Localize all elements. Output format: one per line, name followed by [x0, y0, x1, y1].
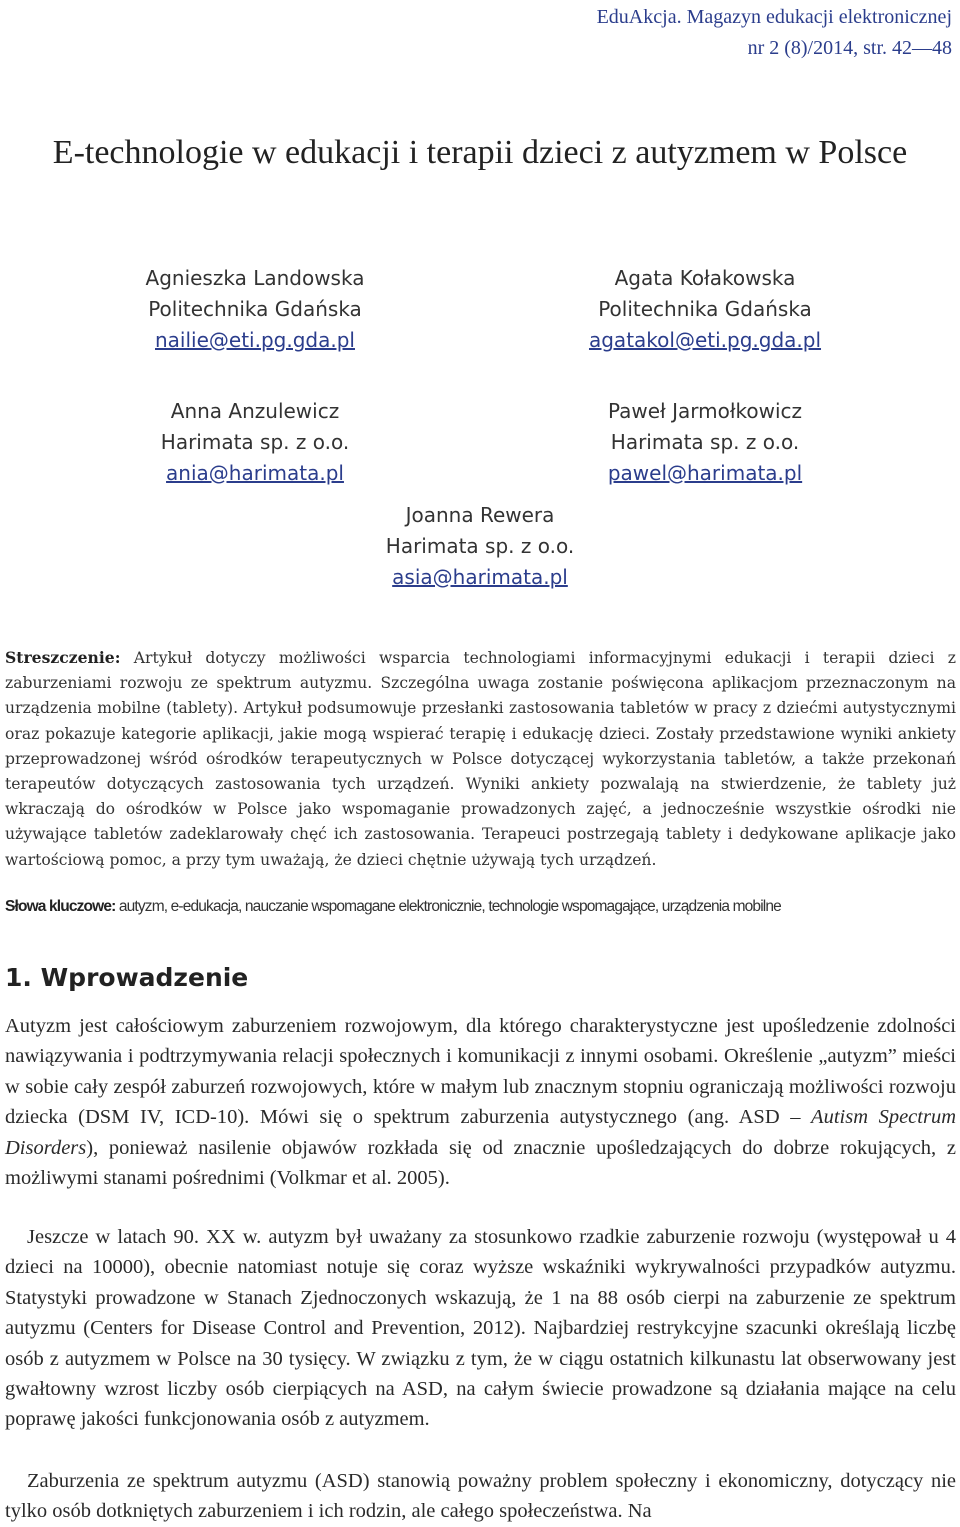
abstract-text: Artykuł dotyczy możliwości wsparcia technologiami informacyjnymi edukacji i terapii dzieci z zaburzeniami rozwoju ze spektrum autyzmu. Szczególna uwaga zostanie poświęcona aplikacjom przeznaczonym na urządzenia mobilne (tablety). Artykuł podsumowuje przesłanki zastosowania tabletów w pracy z dziećmi autystycznymi oraz pokazuje kategorie aplikacji, jakie mogą wspierać terapię i edukację dzieci. Zostały przedstawione wyniki ankiety przeprowadzonej wśród ośrodków terapeutycznych w Polsce dotyczącej wykorzystania tabletów, a także przekonań terapeutów dotyczących zastosowania tych urządzeń. Wyniki ankiety pozwalają na stwierdzenie, że tablety już wkraczają do ośrodków w Polsce jako wspomaganie prowadzonych zajęć, a jednocześnie wszystkie ośrodki nie używające tabletów zadeklarowały chęć ich zastosowania. Terapeuci postrzegają tablety i dedykowane aplikacje jako wartościową pomoc, a przy tym uważają, że dzieci chętnie używają tych urządzeń. [5, 649, 956, 869]
author-name: Agata Kołakowska [614, 266, 796, 290]
keywords [5, 898, 960, 916]
author-email-link[interactable]: agatakol@eti.pg.gda.pl [588, 328, 822, 352]
author-name: Agnieszka Landowska [145, 266, 365, 290]
journal-issue: nr 2 (8)/2014, str. 42—48 [747, 37, 952, 59]
abstract [5, 645, 956, 873]
author-email-link[interactable]: pawel@harimata.pl [607, 461, 803, 485]
author-block [485, 263, 925, 356]
author-name: Joanna Rewera [405, 503, 555, 527]
abstract-label: Streszczenie: [5, 648, 121, 667]
author-block [485, 396, 925, 489]
paragraph-text: ), ponieważ nasilenie objawów rozkłada się od znacznie upośledzających do dobrze rokujących, z możliwymi stanami pośrednimi (Volkmar et al. 2005). [5, 1136, 956, 1190]
author-name: Anna Anzulewicz [170, 399, 340, 423]
journal-header [597, 2, 952, 64]
author-affiliation: Politechnika Gdańska [148, 297, 362, 321]
author-block [35, 396, 475, 489]
author-block [35, 263, 475, 356]
author-affiliation: Harimata sp. z o.o. [610, 430, 800, 454]
paragraph [5, 1466, 956, 1527]
author-affiliation: Harimata sp. z o.o. [160, 430, 350, 454]
article-title: E-technologie w edukacji i terapii dzieci z autyzmem w Polsce [52, 134, 908, 171]
author-affiliation: Harimata sp. z o.o. [385, 534, 575, 558]
paragraph-italic-term: Autism Spectrum Disorders [5, 1106, 956, 1159]
paragraph [5, 1222, 956, 1435]
author-affiliation: Politechnika Gdańska [598, 297, 812, 321]
section-heading: 1. Wprowadzenie [5, 963, 249, 992]
author-email-link[interactable]: asia@harimata.pl [392, 565, 568, 589]
paragraph-text: Autyzm jest całościowym zaburzeniem rozwojowym, dla którego charakterystyczne jest upośledzenie zdolności nawiązywania i podtrzymywania relacji społecznych i komunikacji z innymi osobami. Określenie „autyzm” mieści w sobie cały zespół zaburzeń rozwojowych, które w małym lub znacznym stopniu ograniczają możliwości rozwoju dziecka (DSM IV, ICD-10). Mówi się o spektrum zaburzenia autystycznego (ang. ASD – [5, 1015, 956, 1129]
keywords-text: autyzm, e-edukacja, nauczanie wspomagane elektronicznie, technologie wspomagające, urządzenia mobilne [118, 898, 781, 915]
author-email-link[interactable]: nailie@eti.pg.gda.pl [155, 328, 355, 352]
keywords-label: Słowa kluczowe: [5, 898, 116, 915]
author-name: Paweł Jarmołkowicz [607, 399, 803, 423]
author-email-link[interactable]: ania@harimata.pl [166, 461, 344, 485]
paragraph-text: Zaburzenia ze spektrum autyzmu (ASD) stanowią poważny problem społeczny i ekonomiczny, dotyczący nie tylko osób dotkniętych zaburzeniem i ich rodzin, ale całego społeczeństwa. Na [5, 1470, 956, 1523]
author-block [260, 500, 700, 593]
journal-name: EduAkcja. Magazyn edukacji elektronicznej [596, 6, 952, 28]
paragraph [5, 1011, 956, 1193]
paragraph-text: Jeszcze w latach 90. XX w. autyzm był uważany za stosunkowo rzadkie zaburzenie rozwoju (występował u 4 dzieci na 10000), obecnie natomiast notuje się coraz wyższe wskaźniki wykrywalności przypadków autyzmu. Statystyki prowadzone w Stanach Zjednoczonych wskazują, że 1 na 88 osób cierpi na zaburzenie ze spektrum autyzmu (Centers for Disease Control and Prevention, 2012). Najbardziej restrykcyjne szacunki określają liczbę osób z autyzmem w Polsce na 30 tysięcy. W związku z tym, że w ciągu ostatnich kilkunastu lat obserwowany jest gwałtowny wzrost liczby osób cierpiących na ASD, na całym świecie prowadzone są działania mające na celu poprawę jakości funkcjonowania osób z autyzmem. [5, 1226, 956, 1431]
